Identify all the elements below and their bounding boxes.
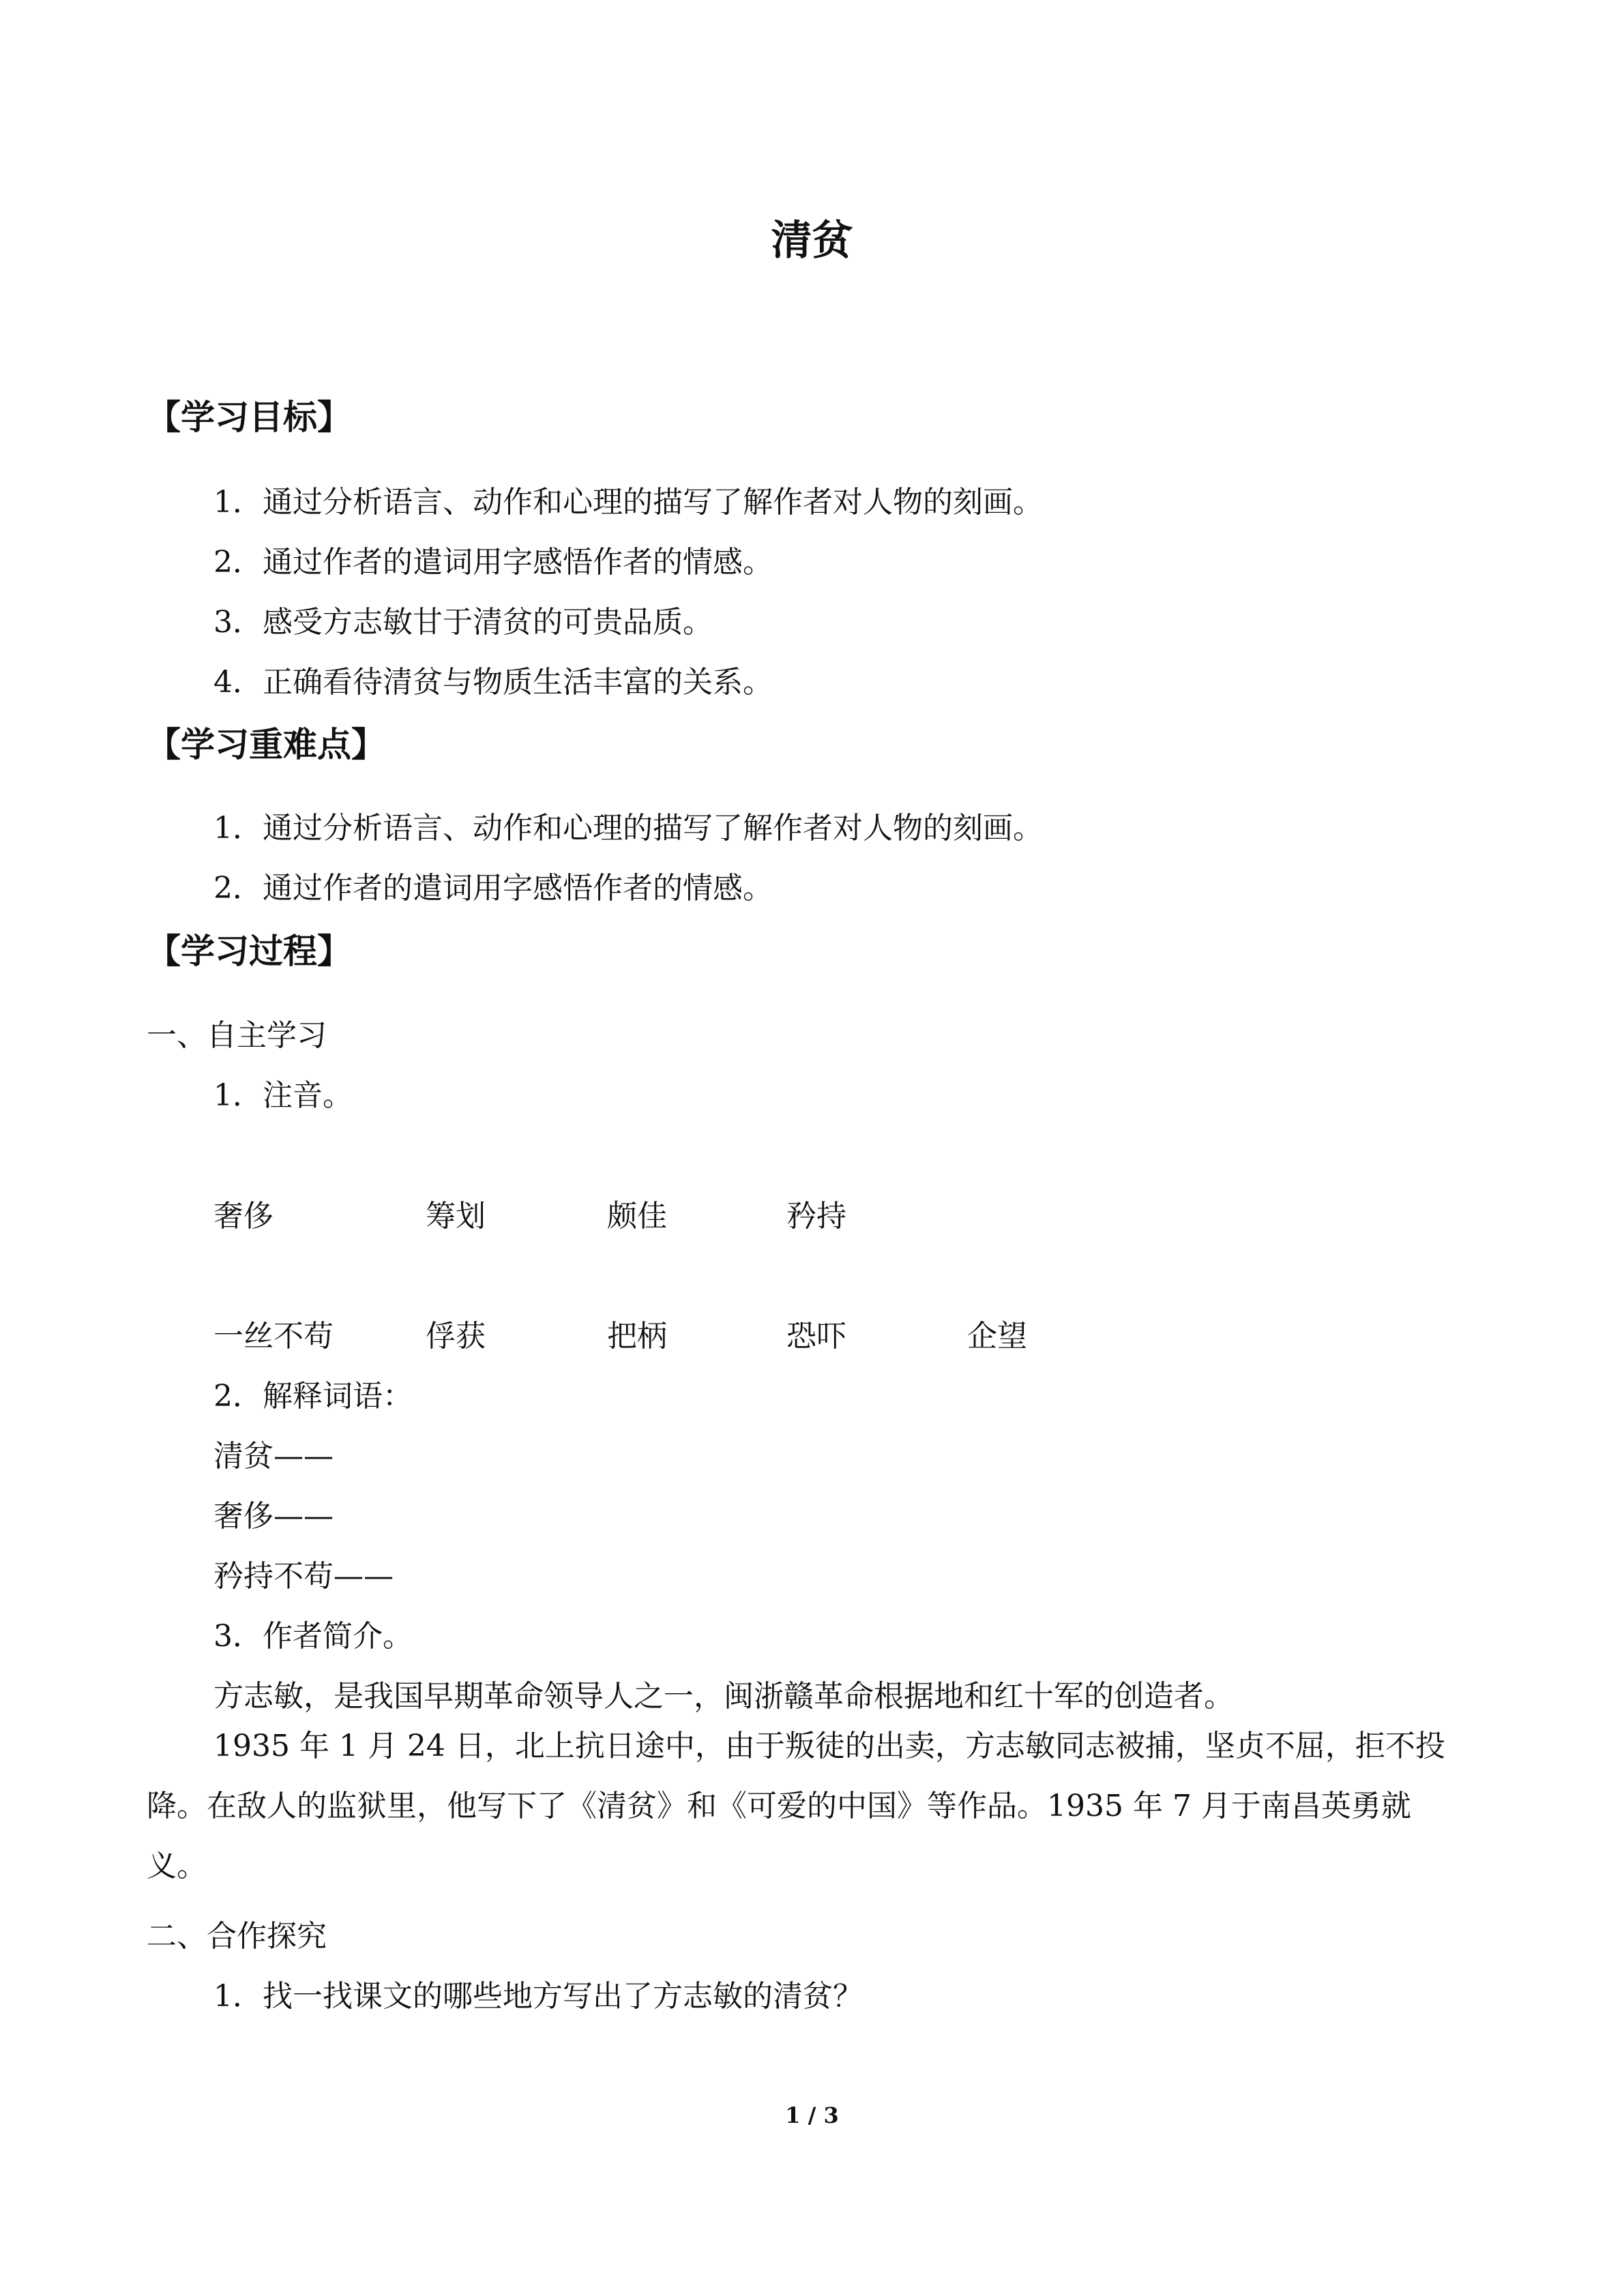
author-bio-1: 方志敏，是我国早期革命领导人之一，闽浙赣革命根据地和红十军的创造者。 xyxy=(213,1679,1234,1714)
goal-item-4: 4．正确看待清贫与物质生活丰富的关系。 xyxy=(213,665,773,700)
pinyin-word: 颇佳 xyxy=(607,1199,667,1234)
part1-label: 一、自主学习 xyxy=(147,1018,327,1053)
pinyin-word: 筹划 xyxy=(426,1199,486,1234)
heading-learning-goals: 【学习目标】 xyxy=(147,398,351,437)
heading-key-points: 【学习重难点】 xyxy=(147,725,385,764)
goal-item-1: 1．通过分析语言、动作和心理的描写了解作者对人物的刻画。 xyxy=(213,485,1043,520)
author-bio-2: 1935 年 1 月 24 日，北上抗日途中，由于叛徒的出卖，方志敏同志被捕，坚贞不屈，拒不投降。在敌人的监狱里，他写下了《清贫》和《可爱的中国》等作品。1935 年 7 月于南昌英勇就义。 xyxy=(147,1729,1445,1883)
goal-item-3: 3．感受方志敏甘于清贫的可贵品质。 xyxy=(213,605,713,640)
term-definition: 奢侈—— xyxy=(213,1499,334,1534)
part1-question-1: 1．注音。 xyxy=(213,1078,353,1113)
part1-question-2: 2．解释词语： xyxy=(213,1379,413,1414)
heading-learning-process: 【学习过程】 xyxy=(147,931,351,971)
part2-question-1: 1．找一找课文的哪些地方写出了方志敏的清贫？ xyxy=(213,1979,863,2014)
pinyin-word: 奢侈 xyxy=(213,1199,274,1234)
pinyin-word: 俘获 xyxy=(426,1319,486,1354)
page-title: 清贫 xyxy=(771,217,853,265)
pinyin-word: 企望 xyxy=(967,1319,1027,1354)
goal-item-2: 2．通过作者的遣词用字感悟作者的情感。 xyxy=(213,545,773,580)
part2-label: 二、合作探究 xyxy=(147,1919,327,1954)
term-definition: 矜持不苟—— xyxy=(213,1559,394,1594)
pinyin-word: 矜持 xyxy=(786,1199,846,1234)
page-indicator: 1 / 3 xyxy=(785,2102,839,2128)
part1-question-3: 3．作者简介。 xyxy=(213,1619,413,1654)
pinyin-word: 恐吓 xyxy=(786,1319,846,1354)
pinyin-word: 把柄 xyxy=(607,1319,667,1354)
term-definition: 清贫—— xyxy=(213,1439,334,1474)
key-point-item-1: 1．通过分析语言、动作和心理的描写了解作者对人物的刻画。 xyxy=(213,811,1043,846)
pinyin-word: 一丝不苟 xyxy=(213,1319,334,1354)
key-point-item-2: 2．通过作者的遣词用字感悟作者的情感。 xyxy=(213,871,773,906)
